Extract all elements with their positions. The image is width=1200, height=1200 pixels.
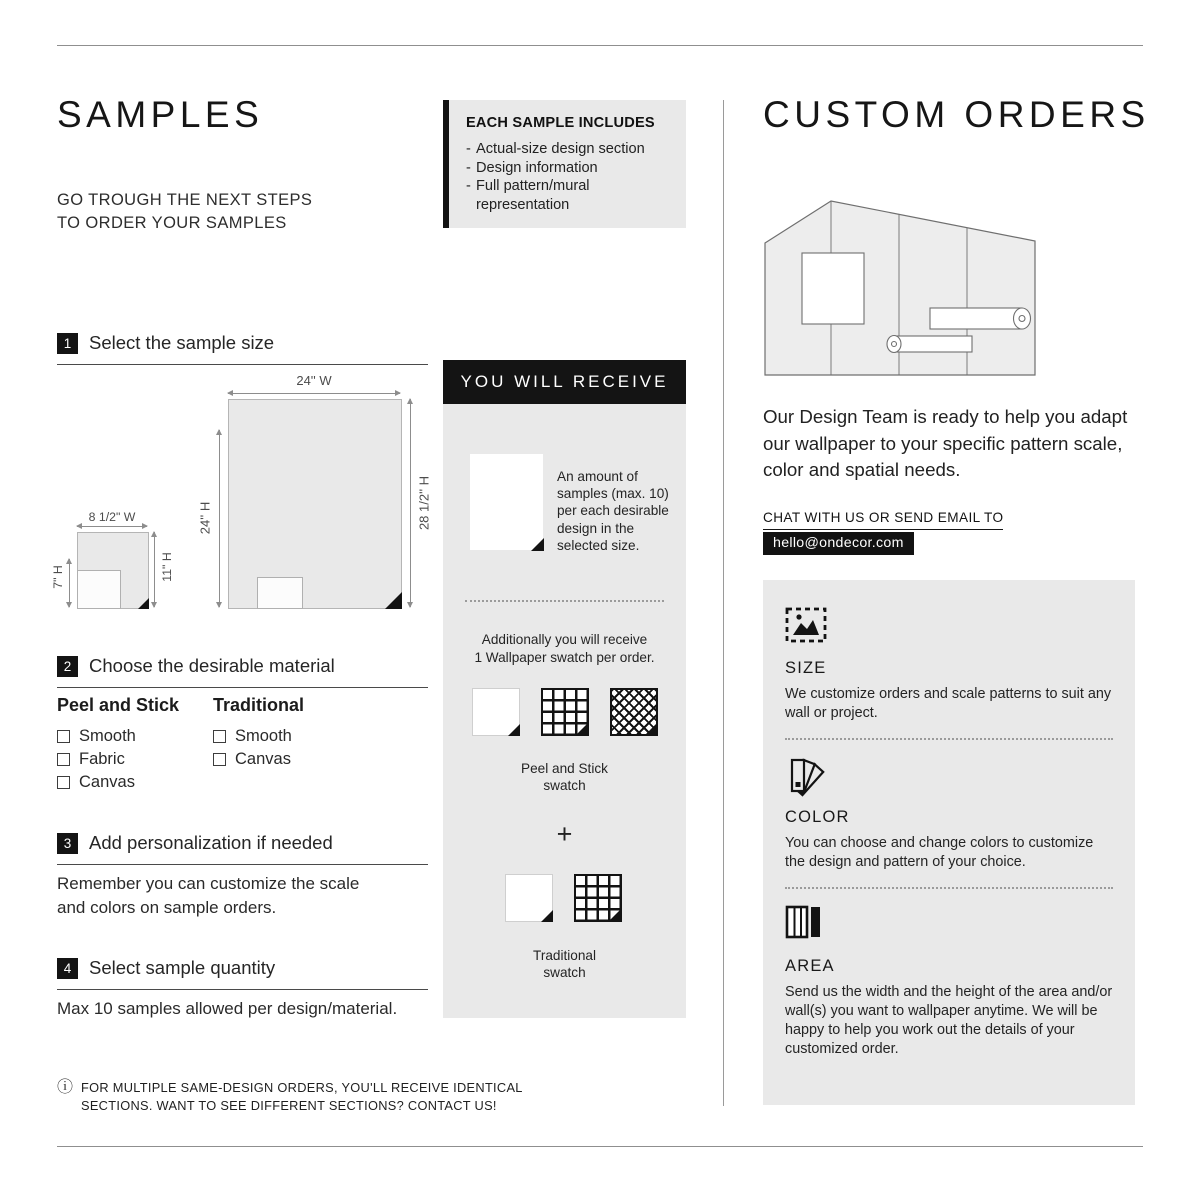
personalization-note xyxy=(57,872,359,920)
includes-item xyxy=(466,140,676,159)
top-divider xyxy=(57,45,1143,46)
folded-corner-icon xyxy=(645,723,657,735)
small-height-right-label: 11" H xyxy=(160,552,174,582)
feature-name: AREA xyxy=(785,957,835,975)
note-line: and colors on sample orders. xyxy=(57,898,277,917)
traditional-column xyxy=(213,695,304,771)
custom-orders-title: CUSTOM ORDERS xyxy=(763,94,1150,135)
folded-corner-icon xyxy=(385,592,402,609)
feature-icon-wrap xyxy=(785,756,1113,798)
step-label: Select sample quantity xyxy=(89,957,276,978)
plus-icon: + xyxy=(556,819,573,849)
additional-line: 1 Wallpaper swatch per order. xyxy=(474,649,655,665)
info-icon: ⓘ xyxy=(57,1079,74,1096)
column-divider xyxy=(723,100,724,1106)
dotted-divider xyxy=(785,738,1113,740)
wall-panels-icon xyxy=(785,905,823,939)
small-sample-sheet xyxy=(77,532,149,609)
large-width-label: 24'' W xyxy=(296,373,332,388)
custom-orders-panel xyxy=(763,580,1135,1105)
step-number-badge: 1 xyxy=(57,333,78,354)
folded-corner-icon xyxy=(531,538,544,551)
feature-text: You can choose and change colors to customize the design and pattern of your choice. xyxy=(785,835,1094,870)
step-3-header xyxy=(57,832,428,865)
option-label: Canvas xyxy=(235,750,291,768)
material-column-title: Traditional xyxy=(213,695,305,715)
folded-corner-icon xyxy=(541,910,553,922)
dotted-divider xyxy=(785,887,1113,889)
dotted-divider xyxy=(465,600,664,602)
custom-orders-intro: Our Design Team is ready to help you adapt our wallpaper to your specific pattern scale, color and spatial needs. xyxy=(763,406,1128,480)
dimension-line xyxy=(228,393,400,394)
traditional-swatch-caption: Traditional swatch xyxy=(533,948,596,980)
checkbox-icon xyxy=(57,776,70,789)
contact-email-link[interactable]: hello@ondecor.com xyxy=(763,532,914,555)
dimension-line xyxy=(69,559,70,607)
option-label: Canvas xyxy=(79,773,135,791)
footnote-line: SECTIONS. WANT TO SEE DIFFERENT SECTIONS? CONTACT US! xyxy=(81,1097,497,1113)
folded-corner-icon xyxy=(508,724,520,736)
includes-title: EACH SAMPLE INCLUDES xyxy=(466,115,655,131)
intro-line: GO TROUGH THE NEXT STEPS xyxy=(57,191,313,209)
additional-line: Additionally you will receive xyxy=(481,632,648,647)
option-label: Fabric xyxy=(79,750,125,768)
includes-item xyxy=(466,159,676,178)
footnote-text xyxy=(81,1079,523,1114)
crosshatch-swatch-icon xyxy=(610,688,658,736)
material-options xyxy=(57,695,428,790)
checkbox-icon xyxy=(213,753,226,766)
inner-sample-outline xyxy=(257,577,303,609)
footnote-line: FOR MULTIPLE SAME-DESIGN ORDERS, YOU'LL RECEIVE IDENTICAL xyxy=(81,1080,523,1095)
step-label: Choose the desirable material xyxy=(89,655,335,676)
you-will-receive-panel xyxy=(443,404,686,1018)
list-dash: - xyxy=(466,178,471,194)
includes-item-text: Full pattern/mural representation xyxy=(476,178,590,213)
inner-sample-outline xyxy=(77,570,121,609)
each-sample-includes-box xyxy=(443,100,686,228)
folded-corner-icon xyxy=(609,909,621,921)
step-number-badge: 4 xyxy=(57,958,78,979)
step-label: Select the sample size xyxy=(89,332,275,353)
feature-text: Send us the width and the height of the area and/or wall(s) you want to wallpaper anytime. We will be happy to help you work out the details of your customized order. xyxy=(785,984,1113,1057)
note-line: Remember you can customize the scale xyxy=(57,874,360,893)
includes-item-text: Actual-size design section xyxy=(476,141,645,157)
large-height-left-label: 24'' H xyxy=(197,501,213,535)
list-dash: - xyxy=(466,159,471,176)
peel-and-stick-column xyxy=(57,695,179,794)
folded-corner-icon xyxy=(576,723,588,735)
includes-item xyxy=(466,177,676,214)
sample-size-diagram xyxy=(51,370,432,622)
list-dash: - xyxy=(466,141,471,157)
material-option-smooth xyxy=(213,725,304,748)
material-option-canvas xyxy=(213,748,304,771)
sample-sheet-illustration xyxy=(470,454,543,550)
step-label: Add personalization if needed xyxy=(89,832,333,853)
color-swatches-icon xyxy=(785,756,829,798)
step-number-badge: 2 xyxy=(57,656,78,677)
includes-item-text: Design information xyxy=(476,159,598,176)
large-sample-sheet xyxy=(228,399,402,609)
footnote xyxy=(57,1079,577,1114)
step-2-header xyxy=(57,655,428,688)
grid-swatch-icon xyxy=(574,874,622,922)
dimension-line xyxy=(77,526,147,527)
material-option-smooth xyxy=(57,725,179,748)
contact-label: CHAT WITH US OR SEND EMAIL TO xyxy=(763,510,1003,530)
samples-title: SAMPLES xyxy=(57,94,264,135)
feature-icon-wrap xyxy=(785,607,1113,649)
bottom-divider xyxy=(57,1146,1143,1147)
dimension-line xyxy=(154,532,155,607)
samples-amount-text: An amount of samples (max. 10) per each desirable design in the selected size. xyxy=(557,469,669,553)
intro-line: TO ORDER YOUR SAMPLES xyxy=(57,214,287,232)
dimension-line xyxy=(410,399,411,607)
step-number-badge: 3 xyxy=(57,833,78,854)
plain-swatch-icon xyxy=(472,688,520,736)
folded-corner-icon xyxy=(138,598,149,609)
checkbox-icon xyxy=(57,730,70,743)
checkbox-icon xyxy=(213,730,226,743)
samples-intro xyxy=(57,189,312,235)
feature-icon-wrap xyxy=(785,905,1113,947)
feature-name: COLOR xyxy=(785,808,850,826)
material-option-fabric xyxy=(57,748,179,771)
step-1-header xyxy=(57,332,428,365)
option-label: Smooth xyxy=(79,727,136,745)
material-column-title: Peel and Stick xyxy=(57,695,180,715)
checkbox-icon xyxy=(57,753,70,766)
option-label: Smooth xyxy=(235,727,292,745)
additional-swatch-text xyxy=(443,631,686,666)
large-height-right-label: 28 1/2'' H xyxy=(416,475,432,531)
step-4-header xyxy=(57,957,428,990)
plain-swatch-icon xyxy=(505,874,553,922)
feature-text: We customize orders and scale patterns to suit any wall or project. xyxy=(785,686,1112,721)
feature-name: SIZE xyxy=(785,659,827,677)
you-will-receive-header: YOU WILL RECEIVE xyxy=(443,360,686,404)
grid-swatch-icon xyxy=(541,688,589,736)
wallpapered-wall-illustration xyxy=(762,196,1038,378)
quantity-note: Max 10 samples allowed per design/material. xyxy=(57,999,398,1018)
dimension-line xyxy=(219,430,220,607)
small-width-label: 8 1/2" W xyxy=(88,510,136,524)
material-option-canvas xyxy=(57,771,179,794)
image-icon xyxy=(785,607,827,643)
small-height-left-label: 7" H xyxy=(51,565,65,589)
peel-swatch-caption: Peel and Stick swatch xyxy=(521,761,608,793)
